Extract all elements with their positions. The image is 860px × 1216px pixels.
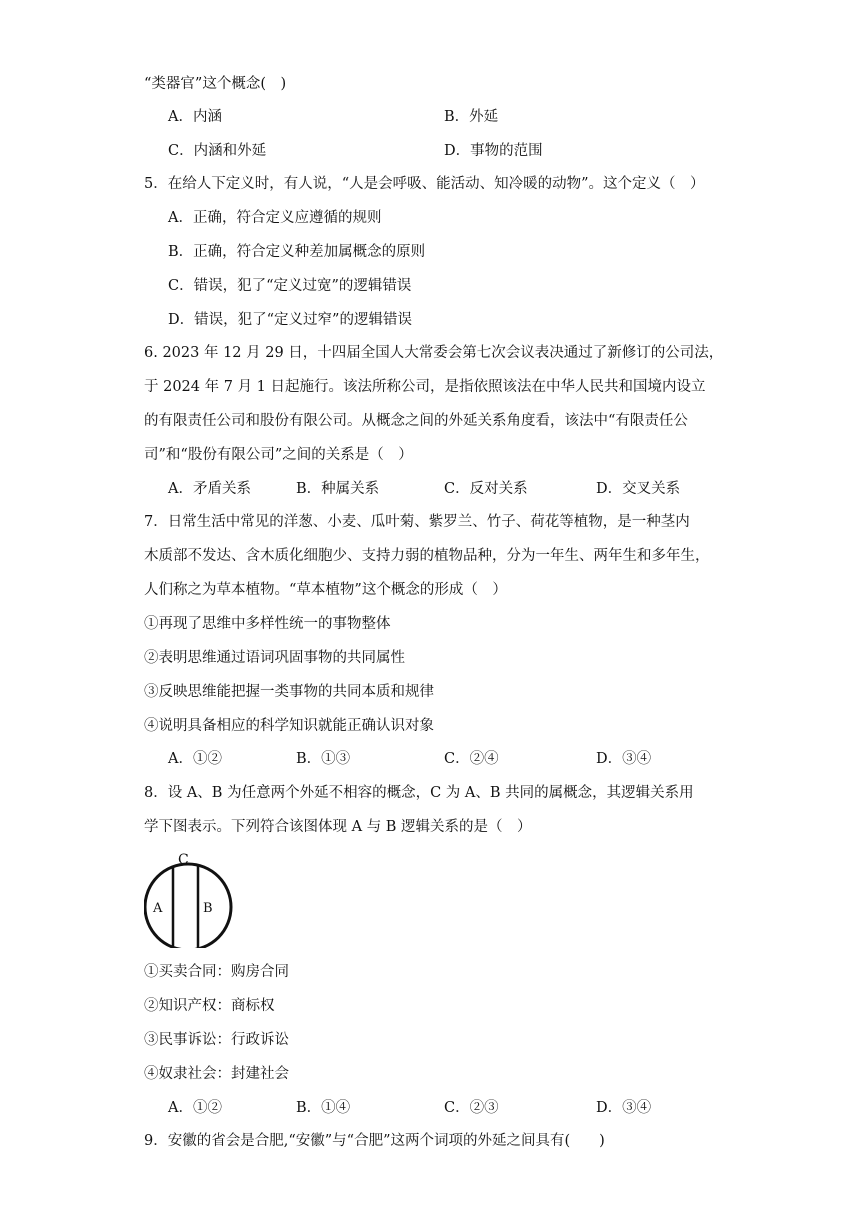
q6-option-c: C．反对关系 [444,481,528,497]
q4-option-d: D．事物的范围 [444,143,543,159]
q6-stem-line-1: 6. 2023 年 12 月 29 日，十四届全国人大常委会第七次会议表决通过了新修订的公司法， [144,345,724,361]
q7-statement-2: ②表明思维通过语词巩固事物的共同属性 [144,650,405,666]
q8-option-a: A．①② [168,1100,222,1116]
q7-option-c: C．②④ [444,751,499,767]
q8-statement-1: ①买卖合同：购房合同 [144,964,289,980]
q7-stem-line-3: 人们称之为草本植物。“草本植物”这个概念的形成（ ） [144,582,507,598]
q8-statement-4: ④奴隶社会：封建社会 [144,1066,289,1082]
q8-option-c: C．②③ [444,1100,499,1116]
diagram-label-b: B [203,901,213,916]
q9-stem: 9．安徽的省会是合肥,“安徽”与“合肥”这两个词项的外延之间具有( ) [144,1133,605,1149]
q7-option-d: D．③④ [596,751,652,767]
q7-option-b: B．①③ [296,751,351,767]
q7-statement-1: ①再现了思维中多样性统一的事物整体 [144,616,391,632]
q6-option-d: D．交叉关系 [596,481,681,497]
q7-stem-line-2: 木质部不发达、含木质化细胞少、支持力弱的植物品种，分为一年生、两年生和多年生， [144,548,710,564]
q5-stem: 5．在给人下定义时，有人说，“人是会呼吸、能活动、知冷暖的动物”。这个定义（ ） [144,176,705,192]
q4-option-c: C．内涵和外延 [168,143,267,159]
q8-statement-2: ②知识产权：商标权 [144,998,275,1014]
q8-option-b: B．①④ [296,1100,351,1116]
q4-option-a: A．内涵 [168,109,222,125]
concept-relation-svg [144,848,240,948]
q5-option-c: C．错误，犯了“定义过宽”的逻辑错误 [168,278,412,294]
q7-statement-4: ④说明具备相应的科学知识就能正确认识对象 [144,718,434,734]
q8-stem-line-2: 学下图表示。下列符合该图体现 A 与 B 逻辑关系的是（ ） [144,819,532,835]
q7-stem-line-1: 7．日常生活中常见的洋葱、小麦、瓜叶菊、紫罗兰、竹子、荷花等植物，是一种茎内 [144,514,690,530]
q7-option-a: A．①② [168,751,222,767]
q7-statement-3: ③反映思维能把握一类事物的共同本质和规律 [144,684,434,700]
q6-option-b: B．种属关系 [296,481,380,497]
q8-stem-line-1: 8．设 A、B 为任意两个外延不相容的概念，C 为 A、B 共同的属概念，其逻辑关系用 [144,785,694,801]
q5-option-d: D．错误，犯了“定义过窄”的逻辑错误 [168,312,412,328]
q4-option-b: B．外延 [444,109,499,125]
diagram-label-c: C [178,852,189,868]
q6-stem-line-3: 的有限责任公司和股份有限公司。从概念之间的外延关系角度看，该法中“有限责任公 [144,413,688,429]
q6-stem-line-4: 司”和“股份有限公司”之间的关系是（ ） [144,447,413,463]
q4-stem-tail: “类器官”这个概念( ) [144,76,287,92]
diagram-label-a: A [153,901,163,916]
q6-stem-line-2: 于 2024 年 7 月 1 日起施行。该法所称公司，是指依照该法在中华人民共和国境内设立 [144,379,706,395]
q5-option-b: B．正确，符合定义种差加属概念的原则 [168,244,426,260]
q8-statement-3: ③民事诉讼：行政诉讼 [144,1032,289,1048]
q5-option-a: A．正确，符合定义应遵循的规则 [168,210,382,226]
concept-relation-diagram [144,848,240,948]
q6-option-a: A．矛盾关系 [168,481,251,497]
q8-option-d: D．③④ [596,1100,652,1116]
